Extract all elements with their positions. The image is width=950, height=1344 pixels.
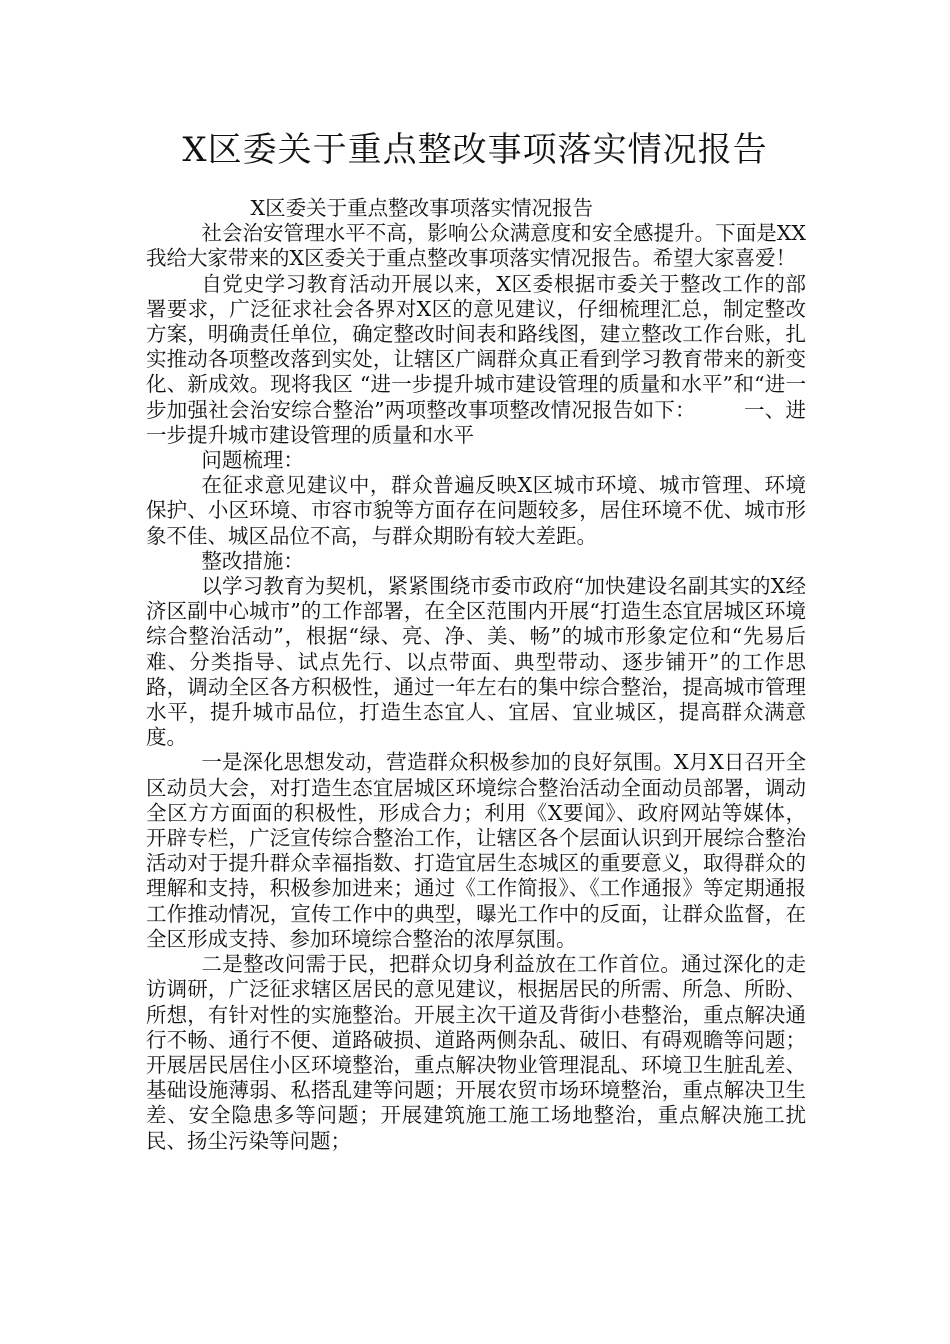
overview-text: 自党史学习教育活动开展以来，X区委根据市委关于整改工作的部署要求，广泛征求社会各界对X区的意见建议，仔细梳理汇总，制定整改方案，明确责任单位，确定整改时间表和路线图，建立整改工作台账，扎实推动各项整改落到实处，让辖区广阔群众真正看到学习教育带来的新变化、新成效。现将我区 “进一步提升城市建设管理的质量和水平”和“进一步加强社会治安综合整治”两项整改事项整改情况报告如下： (146, 271, 806, 422)
measure-two-paragraph: 二是整改问需于民，把群众切身利益放在工作首位。通过深化的走访调研，广泛征求辖区居民的意见建议，根据居民的所需、所急、所盼、所想，有针对性的实施整治。开展主次干道及背街小巷整治，重点解决通行不畅、通行不便、道路破损、道路两侧杂乱、破旧、有碍观瞻等问题；开展居民居住小区环境整治，重点解决物业管理混乱、环境卫生脏乱差、基础设施薄弱、私搭乱建等问题；开展农贸市场环境整治，重点解决卫生差、安全隐患多等问题；开展建筑施工施工场地整治，重点解决施工扰民、扬尘污染等问题； (146, 952, 806, 1153)
problem-paragraph: 在征求意见建议中，群众普遍反映X区城市环境、城市管理、环境保护、小区环境、市容市貌等方面存在问题较多，居住环境不优、城市形象不佳、城区品位不高，与群众期盼有较大差距。 (146, 473, 806, 548)
problem-heading: 问题梳理： (201, 448, 304, 473)
measures-paragraph: 以学习教育为契机，紧紧围绕市委市政府“加快建设名副其实的X经济区副中心城市”的工作部署，在全区范围内开展“打造生态宜居城区环境综合整治活动”，根据“绿、亮、净、美、畅”的城市形象定位和“先易后难、分类指导、试点先行、以点带面、典型带动、逐步铺开”的工作思路，调动全区各方积极性，通过一年左右的集中综合整治，提高城市管理水平，提升城市品位，打造生态宜人、宜居、宜业城区，提高群众满意度。 (146, 574, 806, 750)
section-heading-one: 一、进一步提升城市建设管理的质量和水平 (146, 397, 806, 447)
document-body (146, 196, 806, 1154)
measures-heading: 整改措施： (201, 548, 304, 573)
document-title: X区委关于重点整改事项落实情况报告 (182, 130, 768, 170)
measure-one-paragraph: 一是深化思想发动，营造群众积极参加的良好氛围。X月X日召开全区动员大会，对打造生态宜居城区环境综合整治活动全面动员部署，调动全区方方面面的积极性，形成合力；利用《X要闻》、政府网站等媒体，开辟专栏，广泛宣传综合整治工作，让辖区各个层面认识到开展综合整治活动对于提升群众幸福指数、打造宜居生态城区的重要意义，取得群众的理解和支持，积极参加进来；通过《工作简报》、《工作通报》等定期通报工作推动情况，宣传工作中的典型，曝光工作中的反面，让群众监督，在全区形成支持、参加环境综合整治的浓厚氛围。 (146, 750, 806, 951)
subtitle-paragraph: X区委关于重点整改事项落实情况报告 (250, 196, 594, 220)
intro-paragraph: 社会治安管理水平不高，影响公众满意度和安全感提升。下面是XX我给大家带来的X区委关于重点整改事项落实情况报告。希望大家喜爱！ (146, 221, 806, 271)
overview-paragraph (146, 272, 806, 448)
